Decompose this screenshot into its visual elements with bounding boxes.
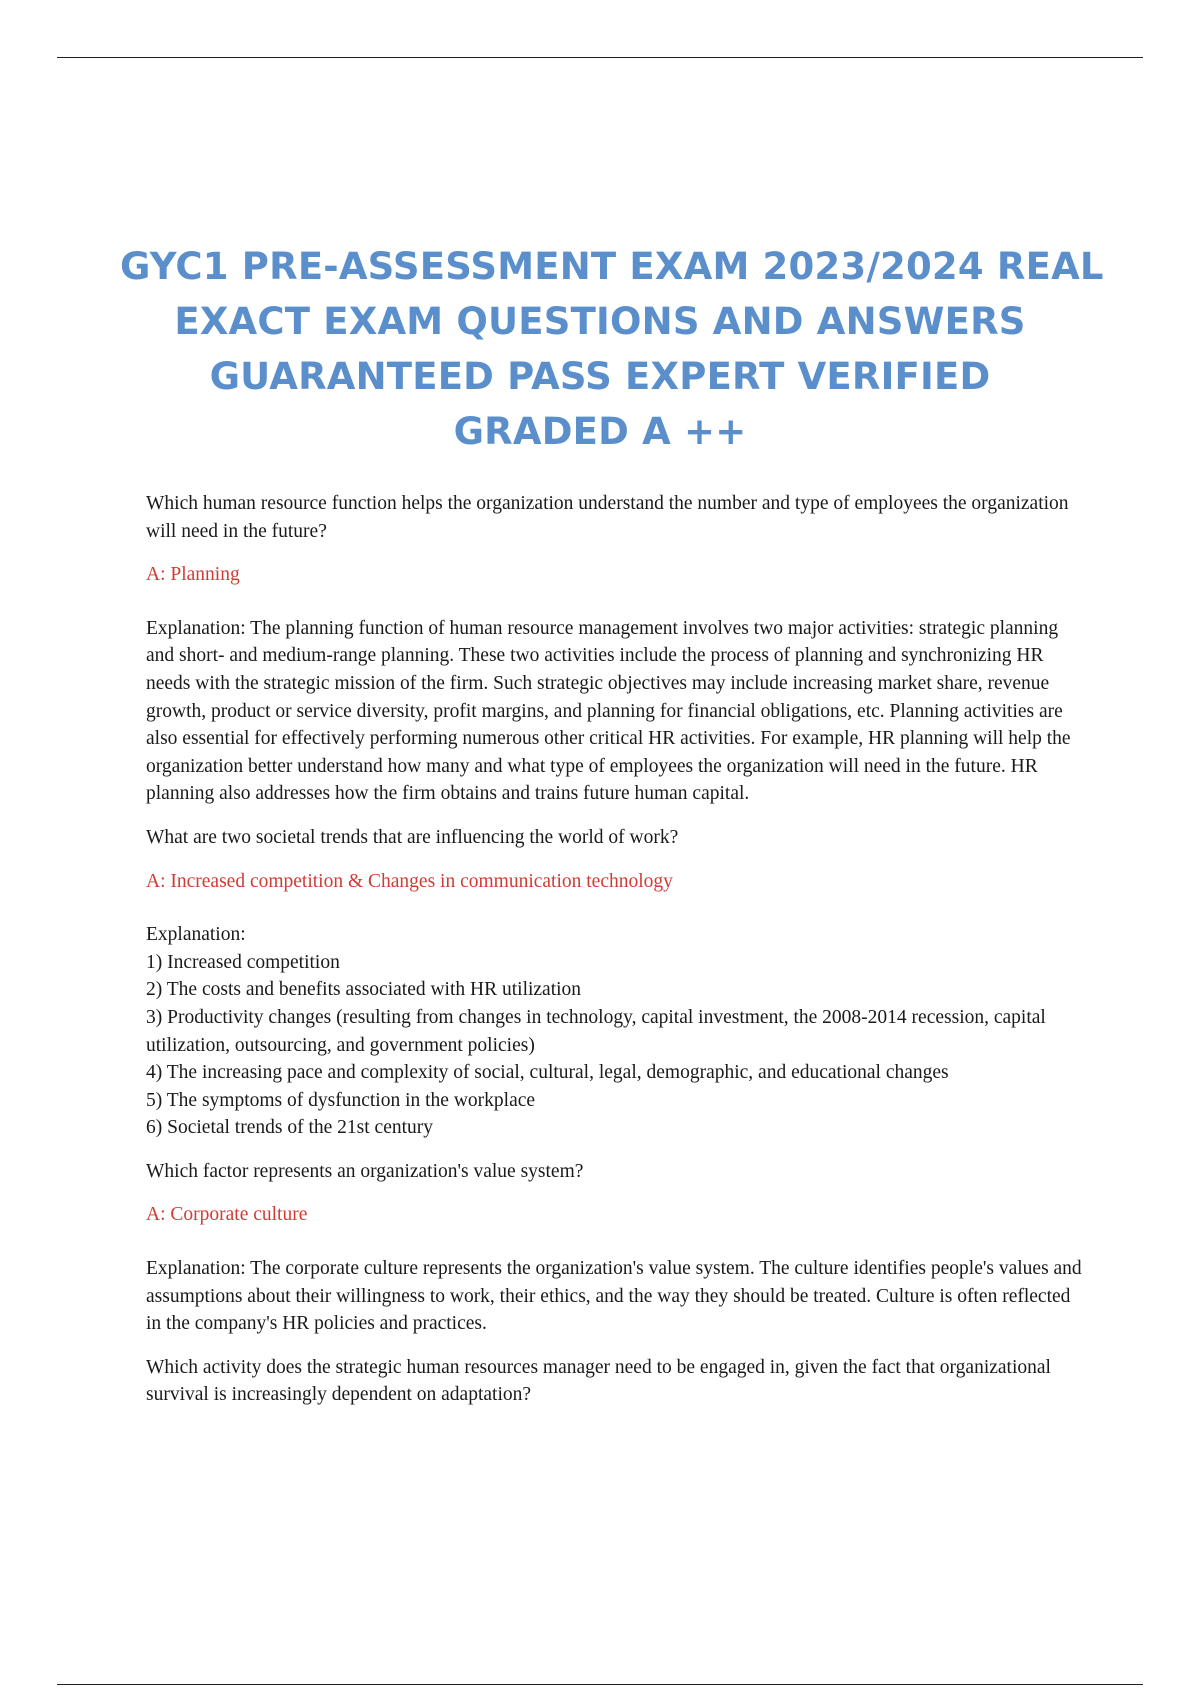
explanation-list-item: 2) The costs and benefits associated with HR utilization [146, 979, 582, 1001]
explanation-text: Explanation: The corporate culture represents the organization's value system. The culture identifies people's values and assumptions about their willingness to work, their ethics, and the way they should be treated. Culture is often reflected in the company's HR policies and practices. [146, 1258, 1082, 1335]
header-rule [57, 57, 1143, 58]
document-body [146, 490, 1086, 1425]
qa-item-2 [146, 824, 1086, 1142]
explanation-text: Explanation: The planning function of human resource management involves two major activities: strategic planning and short- and medium-range planning. These two activities include the process of planning and synchronizing HR needs with the strategic mission of the firm. Such strategic objectives may include increasing market share, revenue growth, product or service diversity, profit margins, and planning for financial obligations, etc. Planning activities are also essential for effectively performing numerous other critical HR activities. For example, HR planning will help the organization better understand how many and what type of employees the organization will need in the future. HR planning also addresses how the firm obtains and trains future human capital. [146, 617, 1071, 805]
answer-text: A: Planning [146, 564, 240, 586]
answer-text: A: Corporate culture [146, 1204, 308, 1226]
explanation-list-item: 3) Productivity changes (resulting from changes in technology, capital investment, the 2008-2014 recession, capital utilization, outsourcing, and government policies) [146, 1006, 1046, 1056]
qa-item-4 [146, 1354, 1086, 1409]
question-text: What are two societal trends that are influencing the world of work? [146, 826, 679, 848]
title-line-4: GRADED A ++ [453, 409, 747, 453]
footer-rule [57, 1684, 1143, 1685]
title-line-3: GUARANTEED PASS EXPERT VERIFIED [209, 354, 991, 398]
question-text: Which human resource function helps the organization understand the number and type of employees the organization will need in the future? [146, 493, 1069, 542]
title-line-1: GYC1 PRE-ASSESSMENT EXAM 2023/2024 REAL [120, 244, 1104, 288]
explanation-list-item: 1) Increased competition [146, 951, 340, 973]
qa-item-1 [146, 490, 1086, 808]
explanation-list-item: 6) Societal trends of the 21st century [146, 1117, 434, 1139]
explanation-heading: Explanation: [146, 924, 246, 946]
explanation-list-item: 5) The symptoms of dysfunction in the workplace [146, 1089, 536, 1111]
question-text: Which factor represents an organization's value system? [146, 1160, 584, 1182]
title-line-2: EXACT EXAM QUESTIONS AND ANSWERS [174, 299, 1026, 343]
qa-item-3 [146, 1158, 1086, 1338]
document-title [120, 239, 1104, 459]
explanation-list-item: 4) The increasing pace and complexity of social, cultural, legal, demographic, and educational changes [146, 1062, 949, 1084]
answer-text: A: Increased competition & Changes in communication technology [146, 870, 673, 892]
explanation-list [146, 921, 1086, 1142]
question-text: Which activity does the strategic human resources manager need to be engaged in, given the fact that organizational survival is increasingly dependent on adaptation? [146, 1356, 1051, 1406]
